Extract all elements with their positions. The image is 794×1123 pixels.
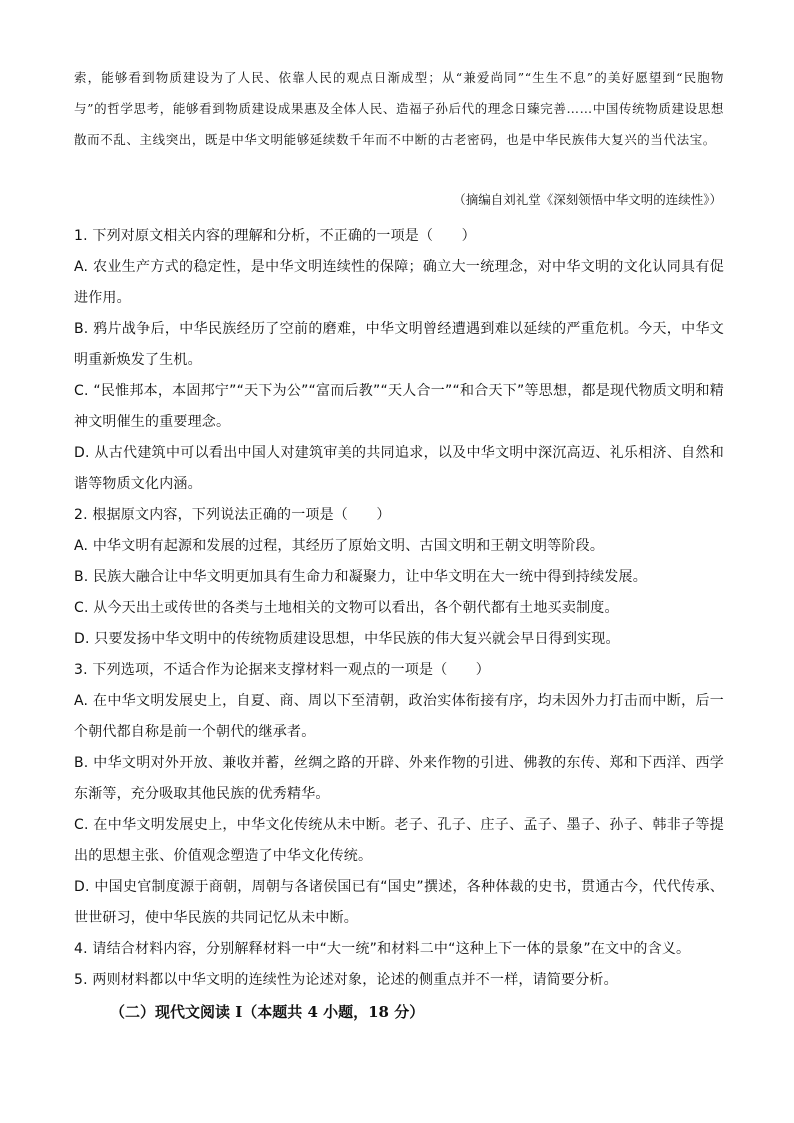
passage-source: （摘编自刘礼堂《深刻领悟中华文明的连续性》）	[453, 192, 722, 207]
question-1	[74, 221, 724, 500]
option-d: D. 从古代建筑中可以看出中国人对建筑审美的共同追求，以及中华文明中深沉高迈、礼乐相济、自然和谐等物质文化内涵。	[74, 445, 724, 492]
option-b: B. 民族大融合让中华文明更加具有生命力和凝聚力，让中华文明在大一统中得到持续发展。	[74, 569, 647, 585]
question-stem: 2. 根据原文内容，下列说法正确的一项是（ ）	[74, 507, 391, 523]
question-list	[74, 221, 724, 996]
option-c: C. 从今天出土或传世的各类与土地相关的文物可以看出，各个朝代都有土地买卖制度。	[74, 600, 619, 616]
option-d: D. 中国史官制度源于商朝，周朝与各诸侯国已有“国史”撰述，各种体裁的史书，贯通古今，代代传承、世世研习，使中华民族的共同记忆从未中断。	[74, 879, 724, 926]
question-stem: 1. 下列对原文相关内容的理解和分析，不正确的一项是（ ）	[74, 228, 476, 244]
question-stem: 4. 请结合材料内容，分别解释材料一中“大一统”和材料二中“这种上下一体的景象”在文中的含义。	[74, 941, 691, 957]
option-c: C. “民惟邦本，本固邦宁”“天下为公”“富而后教”“天人合一”“和合天下”等思想，都是现代物质文明和精神文明催生的重要理念。	[74, 383, 724, 430]
question-stem: 5. 两则材料都以中华文明的连续性为论述对象，论述的侧重点并不一样，请简要分析。	[74, 972, 618, 988]
option-a: A. 在中华文明发展史上，自夏、商、周以下至清朝，政治实体衔接有序，均未因外力打击而中断，后一个朝代都自称是前一个朝代的继承者。	[74, 693, 724, 740]
question-2	[74, 500, 724, 655]
option-b: B. 中华文明对外开放、兼收并蓄，丝绸之路的开辟、外来作物的引进、佛教的东传、郑和下西洋、西学东渐等，充分吸取其他民族的优秀精华。	[74, 755, 724, 802]
option-b: B. 鸦片战争后，中华民族经历了空前的磨难，中华文明曾经遭遇到难以延续的严重危机。今天，中华文明重新焕发了生机。	[74, 321, 724, 368]
option-d: D. 只要发扬中华文明中的传统物质建设思想，中华民族的伟大复兴就会早日得到实现。	[74, 631, 620, 647]
option-c: C. 在中华文明发展史上，中华文化传统从未中断。老子、孔子、庄子、孟子、墨子、孙子、韩非子等提出的思想主张、价值观念塑造了中华文化传统。	[74, 817, 724, 864]
question-5	[74, 965, 724, 996]
question-stem: 3. 下列选项，不适合作为论据来支撑材料一观点的一项是（ ）	[74, 662, 491, 678]
question-4	[74, 934, 724, 965]
option-a: A. 农业生产方式的稳定性，是中华文明连续性的保障；确立大一统理念，对中华文明的文化认同具有促进作用。	[74, 259, 724, 306]
section-heading: （二）现代文阅读 I（本题共 4 小题，18 分）	[110, 1003, 425, 1021]
passage-text: 索，能够看到物质建设为了人民、依靠人民的观点日渐成型；从“兼爱尚同”“生生不息”的美好愿望到“民胞物与”的哲学思考，能够看到物质建设成果惠及全体人民、造福子孙后代的理念日臻完善……中国传统物质建设思想散而不乱、主线突出，既是中华文明能够延续数千年而不中断的古老密码，也是中华民族伟大复兴的当代法宝。	[74, 70, 724, 147]
option-a: A. 中华文明有起源和发展的过程，其经历了原始文明、古国文明和王朝文明等阶段。	[74, 538, 605, 554]
question-3	[74, 655, 724, 934]
